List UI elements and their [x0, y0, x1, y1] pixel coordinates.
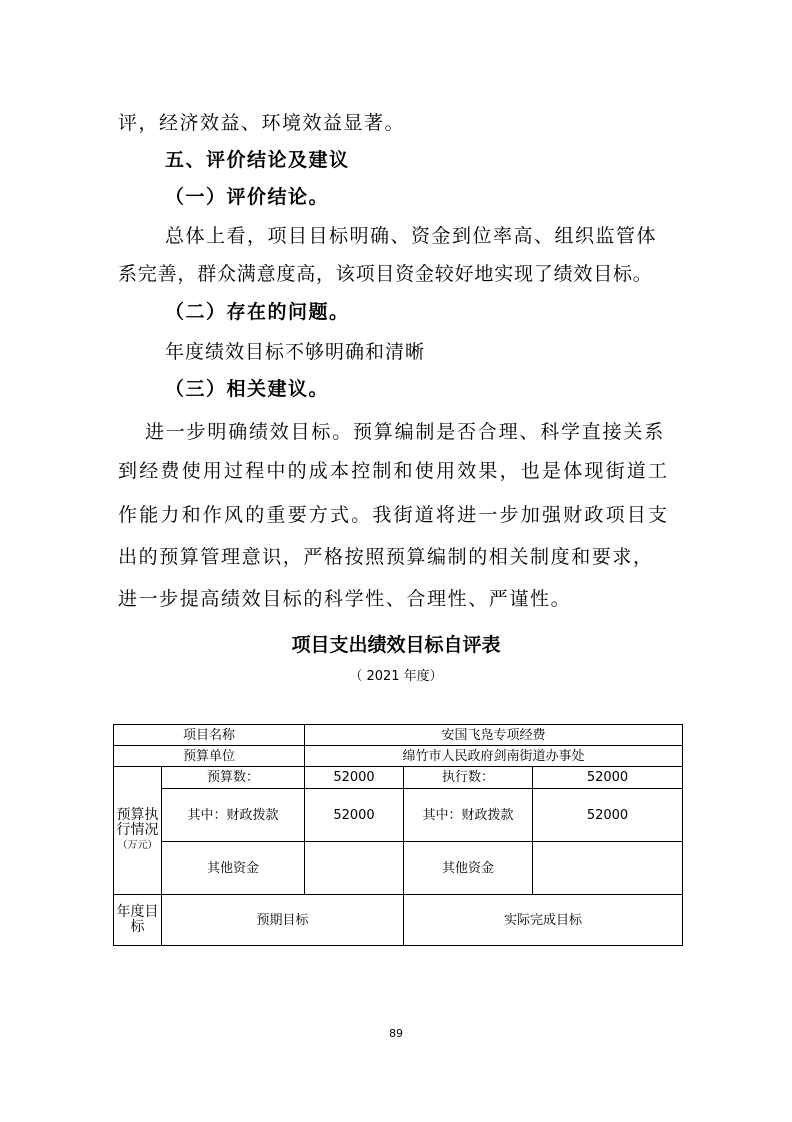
- table-row: [114, 842, 683, 895]
- other-exec-label: 其他资金: [404, 842, 533, 895]
- page-number: 89: [389, 1027, 403, 1040]
- budget-unit-label: 预算单位: [114, 746, 305, 767]
- subsection-heading: （二）存在的问题。: [165, 301, 350, 323]
- actual-goal-label: 实际完成目标: [404, 895, 683, 946]
- paragraph-line: 系完善，群众满意度高，该项目资金较好地实现了绩效目标。: [118, 263, 653, 285]
- budget-exec-label-cell: [114, 767, 162, 895]
- table-row: [114, 746, 683, 767]
- performance-table: [113, 724, 683, 946]
- budget-exec-label: 预算执行情况: [116, 806, 159, 838]
- table-row: [114, 895, 683, 946]
- table-row: [114, 767, 683, 789]
- fiscal-exec-value: 52000: [533, 789, 683, 842]
- fiscal-budget-label: 其中：财政拨款: [162, 789, 305, 842]
- paragraph-line: 评，经济效益、环境效益显著。: [118, 112, 406, 134]
- expected-goal-label: 预期目标: [162, 895, 404, 946]
- project-name-value: 安国飞凫专项经费: [305, 725, 683, 746]
- subsection-heading: （三）相关建议。: [165, 378, 330, 400]
- paragraph-line: 进一步提高绩效目标的科学性、合理性、严谨性。: [118, 588, 572, 610]
- paragraph-line: 年度绩效目标不够明确和清晰: [165, 341, 426, 363]
- fiscal-exec-label: 其中：财政拨款: [404, 789, 533, 842]
- budget-amount-value: 52000: [305, 767, 404, 789]
- table-row: [114, 789, 683, 842]
- table-row: [114, 725, 683, 746]
- other-budget-label: 其他资金: [162, 842, 305, 895]
- budget-amount-label: 预算数：: [162, 767, 305, 789]
- paragraph-line: 总体上看，项目目标明确、资金到位率高、组织监管体: [165, 225, 658, 247]
- budget-unit-value: 绵竹市人民政府剑南街道办事处: [305, 746, 683, 767]
- other-budget-value: [305, 842, 404, 895]
- other-exec-value: [533, 842, 683, 895]
- table-title: 项目支出绩效目标自评表: [291, 634, 501, 656]
- table-year: （ 2021 年度）: [349, 669, 443, 684]
- fiscal-budget-value: 52000: [305, 789, 404, 842]
- paragraph-line: 进一步明确绩效目标。预算编制是否合理、科学直接关系: [145, 421, 666, 443]
- paragraph-line: 到经费使用过程中的成本控制和使用效果，也是体现街道工: [118, 460, 670, 482]
- subsection-heading: （一）评价结论。: [165, 186, 330, 208]
- paragraph-line: 出的预算管理意识，严格按照预算编制的相关制度和要求，: [118, 546, 654, 568]
- section-heading: 五、评价结论及建议: [165, 149, 350, 171]
- project-name-label: 项目名称: [114, 725, 305, 746]
- annual-goal-label: 年度目标: [114, 895, 162, 946]
- budget-exec-unit: （万元）: [117, 839, 158, 851]
- paragraph-line: 作能力和作风的重要方式。我街道将进一步加强财政项目支: [118, 504, 670, 526]
- exec-amount-value: 52000: [533, 767, 683, 789]
- exec-amount-label: 执行数：: [404, 767, 533, 789]
